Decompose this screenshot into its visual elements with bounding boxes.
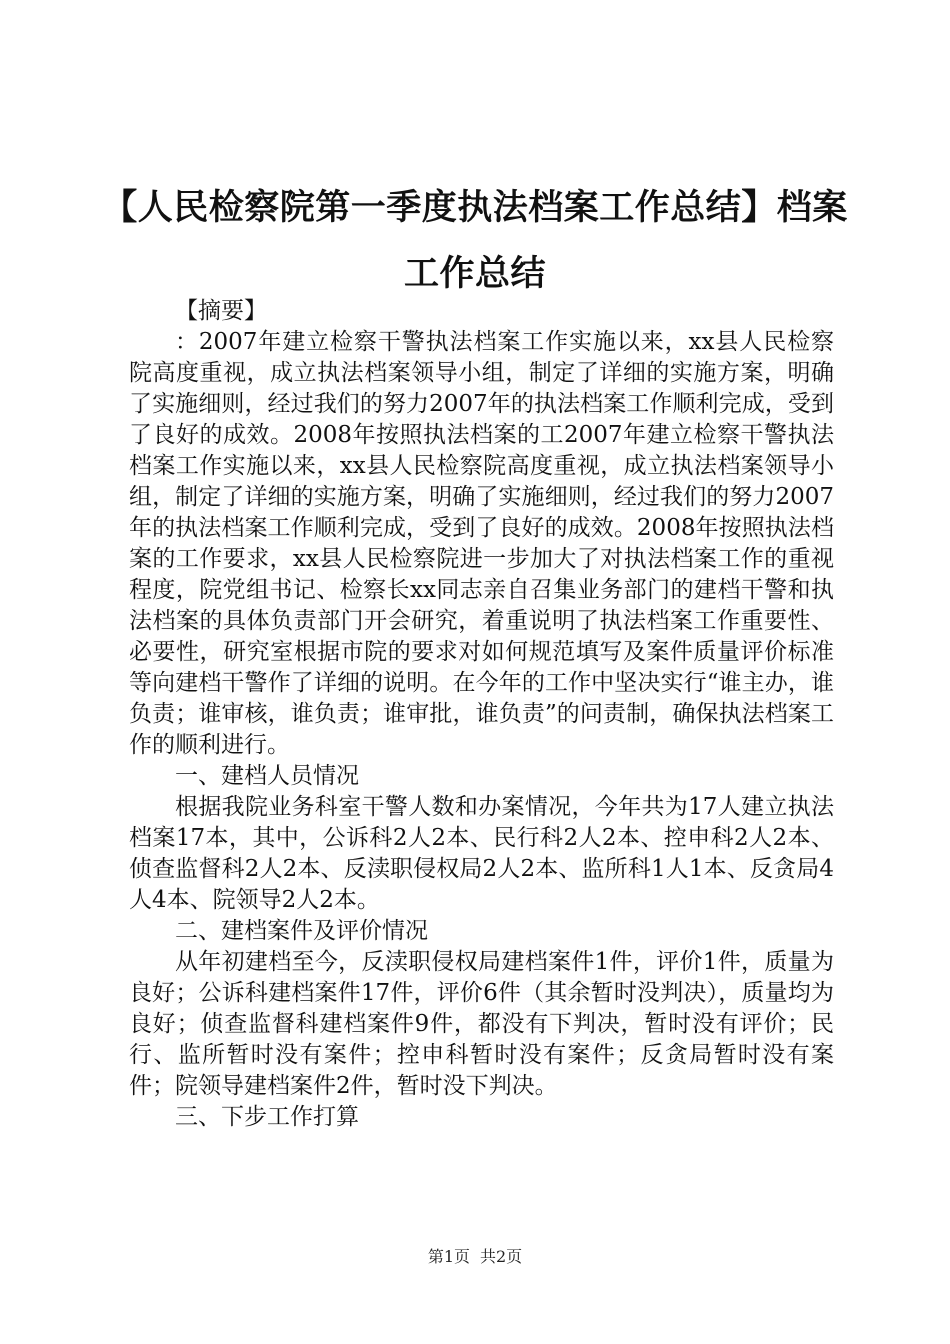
section-paragraph-1: 根据我院业务科室干警人数和办案情况，今年共为17人建立执法档案17本，其中，公诉科2人2本、民行科2人2本、控申科2人2本、侦查监督科2人2本、反渎职侵权局2人2本、监所科1人1本、反贪局4人4本、院领导2人2本。 (129, 794, 834, 913)
summary-heading: 【摘要】 (175, 298, 267, 324)
section-heading-2: 二、建档案件及评价情况 (175, 918, 428, 944)
document-body (129, 296, 834, 1133)
page-total: 共2页 (480, 1247, 523, 1266)
page-number: 第1页 (427, 1247, 470, 1266)
page-footer (0, 1244, 950, 1267)
document-title: 【人民检察院第一季度执法档案工作总结】档案工作总结 (102, 188, 848, 294)
summary-paragraph: ：2007年建立检察干警执法档案工作实施以来，xx县人民检察院高度重视，成立执法档案领导小组，制定了详细的实施方案，明确了实施细则，经过我们的努力2007年的执法档案工作顺利完成，受到了良好的成效。2008年按照执法档案的工2007年建立检察干警执法档案工作实施以来，xx县人民检察院高度重视，成立执法档案领导小组，制定了详细的实施方案，明确了实施细则，经过我们的努力2007年的执法档案工作顺利完成，受到了良好的成效。2008年按照执法档案的工作要求，xx县人民检察院进一步加大了对执法档案工作的重视程度，院党组书记、检察长xx同志亲自召集业务部门的建档干警和执法档案的具体负责部门开会研究，着重说明了执法档案工作重要性、必要性，研究室根据市院的要求对如何规范填写及案件质量评价标准等向建档干警作了详细的说明。在今年的工作中坚决实行“谁主办，谁负责；谁审核，谁负责；谁审批，谁负责”的问责制，确保执法档案工作的顺利进行。 (129, 329, 834, 758)
section-heading-3: 三、下步工作打算 (175, 1104, 359, 1130)
section-paragraph-2: 从年初建档至今，反渎职侵权局建档案件1件，评价1件，质量为良好；公诉科建档案件17件，评价6件（其余暂时没判决），质量均为良好；侦查监督科建档案件9件，都没有下判决，暂时没有评价；民行、监所暂时没有案件；控申科暂时没有案件；反贪局暂时没有案件；院领导建档案件2件，暂时没下判决。 (129, 949, 834, 1099)
section-heading-1: 一、建档人员情况 (175, 763, 359, 789)
